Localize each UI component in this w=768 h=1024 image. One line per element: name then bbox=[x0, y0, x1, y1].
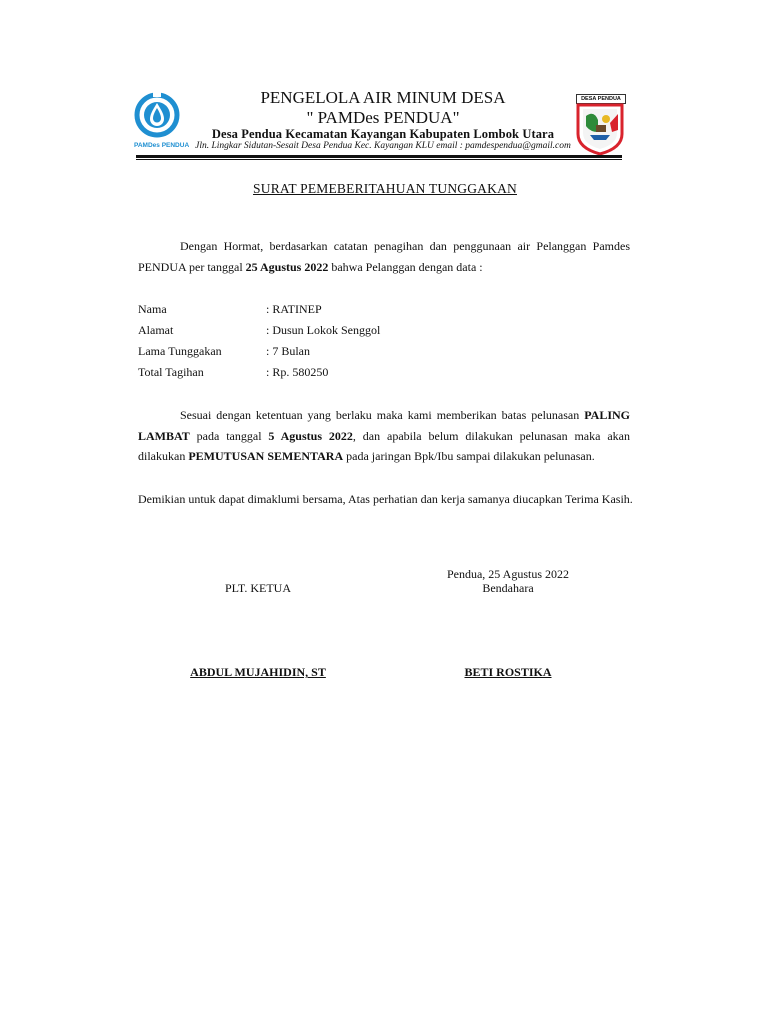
deadline-text-1: Sesuai dengan ketentuan yang berlaku maka kami memberikan batas pelunasan bbox=[180, 408, 585, 422]
org-address: Jln. Lingkar Sidutan-Sesait Desa Pendua Kec. Kayangan KLU email : pamdespendua@gmail.com bbox=[195, 141, 571, 151]
field-label-total-tagihan: Total Tagihan bbox=[138, 365, 204, 379]
desa-pendua-emblem bbox=[574, 92, 626, 156]
closing-paragraph: Demikian untuk dapat dimaklumi bersama, Atas perhatian dan kerja samanya diucapkan Terima Kasih. bbox=[138, 492, 633, 506]
emblem-caption: DESA PENDUA bbox=[576, 94, 626, 104]
deadline-text-4: pada jaringan Bpk/Ibu sampai dilakukan pelunasan. bbox=[343, 449, 595, 463]
signer-name-right: BETI ROSTIKA bbox=[464, 665, 552, 679]
field-value-total-tagihan: : Rp. 580250 bbox=[266, 365, 329, 379]
field-value-lama-tunggakan: : 7 Bulan bbox=[266, 344, 310, 358]
org-location: Desa Pendua Kecamatan Kayangan Kabupaten Lombok Utara bbox=[211, 127, 555, 141]
deadline-paragraph bbox=[138, 405, 630, 467]
pamdes-logo bbox=[134, 92, 188, 154]
opening-text-2: bahwa Pelanggan dengan data : bbox=[328, 259, 483, 274]
deadline-text-3: , dan apabila belum dilakukan pelunasan maka akan dilakukan bbox=[138, 428, 630, 463]
org-name-line2: " PAMDes PENDUA" bbox=[306, 108, 460, 127]
opening-paragraph bbox=[138, 236, 630, 277]
reference-date: 25 Agustus 2022 bbox=[245, 259, 329, 274]
org-name-line1: PENGELOLA AIR MINUM DESA bbox=[260, 88, 506, 107]
place-and-date: Pendua, 25 Agustus 2022 bbox=[446, 567, 569, 581]
deadline-emphasis: PALING LAMBAT bbox=[138, 408, 630, 443]
field-label-nama: Nama bbox=[138, 302, 167, 316]
opening-text-1: Dengan Hormat, berdasarkan catatan penagihan dan penggunaan air Pelanggan Pamdes PENDUA per tanggal bbox=[138, 239, 630, 274]
signer-role-right: Bendahara bbox=[482, 581, 534, 595]
field-value-alamat: : Dusun Lokok Senggol bbox=[266, 323, 381, 337]
signer-role-left: PLT. KETUA bbox=[225, 581, 291, 595]
header-rule-thin bbox=[136, 159, 622, 160]
header-rule-thick bbox=[136, 155, 622, 158]
deadline-text-2: pada tanggal bbox=[189, 428, 269, 443]
field-value-nama: : RATINEP bbox=[266, 302, 322, 316]
disconnection-notice: PEMUTUSAN SEMENTARA bbox=[188, 449, 344, 463]
deadline-date: 5 Agustus 2022 bbox=[268, 428, 353, 443]
field-label-alamat: Alamat bbox=[138, 323, 174, 337]
signer-name-left: ABDUL MUJAHIDIN, ST bbox=[190, 665, 326, 679]
letter-title: SURAT PEMEBERITAHUAN TUNGGAKAN bbox=[253, 181, 517, 196]
field-label-lama-tunggakan: Lama Tunggakan bbox=[138, 344, 222, 358]
pamdes-logo-text: PAMDes PENDUA bbox=[134, 142, 190, 149]
